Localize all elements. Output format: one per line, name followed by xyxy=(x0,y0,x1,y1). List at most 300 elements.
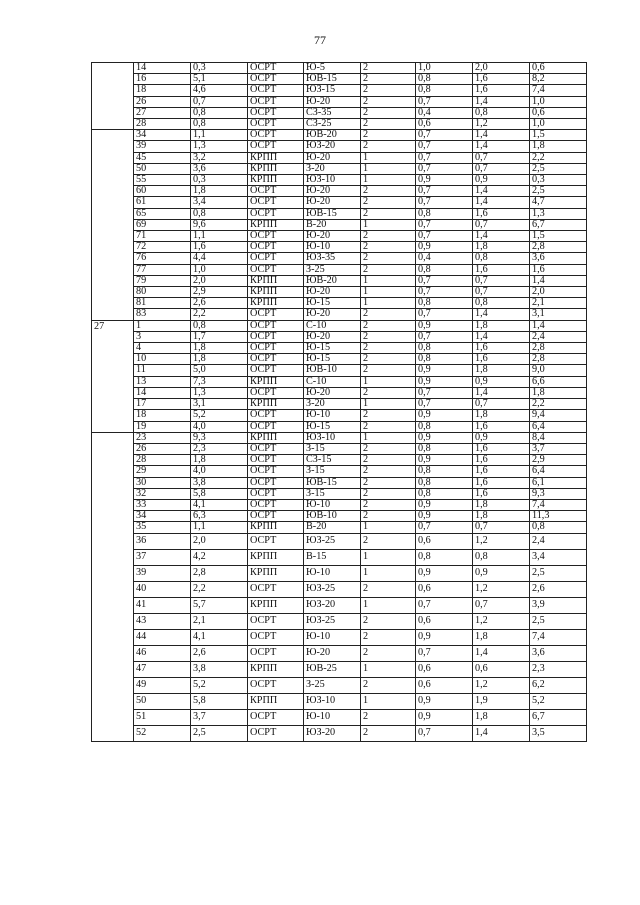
table-cell: 1,2 xyxy=(473,119,530,130)
table-cell: 1 xyxy=(361,661,416,677)
table-cell: ОСРТ xyxy=(248,85,304,96)
table-cell: 2 xyxy=(361,253,416,264)
table-cell: 2,0 xyxy=(191,533,248,549)
table-cell: 8,2 xyxy=(530,74,587,85)
table-row xyxy=(92,709,587,725)
table-cell: 2 xyxy=(361,629,416,645)
table-row xyxy=(92,107,587,118)
table-cell: 2,6 xyxy=(530,581,587,597)
table-cell: 36 xyxy=(134,533,191,549)
table-cell: 1,6 xyxy=(530,264,587,275)
table-cell: Ю-10 xyxy=(304,709,361,725)
table-cell: 2,5 xyxy=(530,565,587,581)
table-cell: 2 xyxy=(361,96,416,107)
table-cell: ОСРТ xyxy=(248,107,304,118)
table-cell: 1,8 xyxy=(473,629,530,645)
table-cell: 2,6 xyxy=(191,298,248,309)
table-cell: 26 xyxy=(134,96,191,107)
table-cell: 0,9 xyxy=(416,175,473,186)
table-cell: 0,8 xyxy=(416,354,473,365)
table-cell: ОСРТ xyxy=(248,63,304,74)
table-cell: 1,0 xyxy=(191,264,248,275)
table-cell: 44 xyxy=(134,629,191,645)
table-cell: 0,9 xyxy=(416,565,473,581)
table-cell: 2,0 xyxy=(530,287,587,298)
table-row xyxy=(92,376,587,387)
table-cell: 1,6 xyxy=(473,264,530,275)
table-cell: 1,8 xyxy=(473,365,530,376)
table-cell: 7,4 xyxy=(530,85,587,96)
table-cell: 2,4 xyxy=(530,331,587,342)
table-cell: 2 xyxy=(361,119,416,130)
table-cell: 1,1 xyxy=(191,231,248,242)
table-cell: 1 xyxy=(361,298,416,309)
table-cell: 35 xyxy=(134,522,191,533)
table-cell: 76 xyxy=(134,253,191,264)
table-cell: З-15 xyxy=(304,466,361,477)
table-cell: 1,0 xyxy=(530,119,587,130)
table-cell: 0,7 xyxy=(473,597,530,613)
table-cell: Ю-15 xyxy=(304,298,361,309)
table-cell: КРПП xyxy=(248,275,304,286)
table-cell: КРПП xyxy=(248,399,304,410)
group-label-cell xyxy=(92,63,134,130)
table-row xyxy=(92,242,587,253)
table-cell: 60 xyxy=(134,186,191,197)
table-cell: 1,5 xyxy=(530,130,587,141)
table-cell: 0,9 xyxy=(416,709,473,725)
table-cell: 2 xyxy=(361,477,416,488)
table-row xyxy=(92,343,587,354)
table-cell: 2 xyxy=(361,197,416,208)
table-cell: ЮЗ-15 xyxy=(304,85,361,96)
table-cell: 1,8 xyxy=(191,186,248,197)
table-cell: З-15 xyxy=(304,443,361,454)
table-cell: 2 xyxy=(361,231,416,242)
table-cell: 2 xyxy=(361,511,416,522)
table-cell: Ю-10 xyxy=(304,410,361,421)
table-cell: 1,8 xyxy=(473,709,530,725)
table-cell: 1,4 xyxy=(473,186,530,197)
table-cell: 2 xyxy=(361,410,416,421)
table-cell: 1,6 xyxy=(191,242,248,253)
table-cell: ЮЗ-10 xyxy=(304,175,361,186)
table-cell: 0,7 xyxy=(473,399,530,410)
table-cell: 0,9 xyxy=(473,432,530,443)
table-cell: 1,8 xyxy=(473,511,530,522)
table-cell: 3,1 xyxy=(530,309,587,320)
table-cell: 0,9 xyxy=(473,376,530,387)
table-cell: 1,9 xyxy=(473,693,530,709)
table-cell: 2,9 xyxy=(191,287,248,298)
table-cell: КРПП xyxy=(248,152,304,163)
table-cell: 0,8 xyxy=(473,107,530,118)
table-cell: 2 xyxy=(361,709,416,725)
table-cell: ОСРТ xyxy=(248,629,304,645)
table-cell: ОСРТ xyxy=(248,613,304,629)
table-cell: 2,8 xyxy=(530,354,587,365)
table-cell: 1,2 xyxy=(473,613,530,629)
table-cell: 1,3 xyxy=(191,387,248,398)
table-cell: ОСРТ xyxy=(248,421,304,432)
table-cell: 0,9 xyxy=(416,242,473,253)
table-cell: СЗ-35 xyxy=(304,107,361,118)
table-row xyxy=(92,186,587,197)
table-cell: 7,4 xyxy=(530,499,587,510)
table-cell: 0,8 xyxy=(473,253,530,264)
table-cell: ОСРТ xyxy=(248,499,304,510)
table-cell: 9,3 xyxy=(191,432,248,443)
table-cell: 26 xyxy=(134,443,191,454)
table-cell: 2 xyxy=(361,581,416,597)
table-cell: Ю-10 xyxy=(304,629,361,645)
table-cell: 0,9 xyxy=(416,410,473,421)
table-cell: 2 xyxy=(361,331,416,342)
table-cell: 0,4 xyxy=(416,107,473,118)
table-cell: 0,9 xyxy=(416,499,473,510)
table-cell: ЮВ-20 xyxy=(304,130,361,141)
table-cell: 51 xyxy=(134,709,191,725)
table-cell: 1,8 xyxy=(473,499,530,510)
table-row xyxy=(92,387,587,398)
table-cell: СЗ-15 xyxy=(304,455,361,466)
table-cell: 1,6 xyxy=(473,208,530,219)
table-cell: 28 xyxy=(134,455,191,466)
table-cell: 0,6 xyxy=(416,581,473,597)
table-cell: 1 xyxy=(361,522,416,533)
table-cell: ОСРТ xyxy=(248,242,304,253)
table-cell: В-20 xyxy=(304,219,361,230)
table-cell: 0,6 xyxy=(416,613,473,629)
table-cell: Ю-20 xyxy=(304,645,361,661)
table-cell: 0,6 xyxy=(416,533,473,549)
table-cell: 4,4 xyxy=(191,253,248,264)
table-cell: ОСРТ xyxy=(248,677,304,693)
table-cell: ОСРТ xyxy=(248,186,304,197)
table-cell: ЮВ-25 xyxy=(304,661,361,677)
table-cell: 1,7 xyxy=(191,331,248,342)
table-cell: 1,4 xyxy=(473,197,530,208)
table-cell: 0,9 xyxy=(416,455,473,466)
table-cell: 1,6 xyxy=(473,343,530,354)
table-cell: Ю-20 xyxy=(304,231,361,242)
table-cell: З-20 xyxy=(304,163,361,174)
table-cell: 2,2 xyxy=(191,309,248,320)
table-cell: 3,9 xyxy=(530,597,587,613)
table-cell: 61 xyxy=(134,197,191,208)
table-cell: КРПП xyxy=(248,376,304,387)
table-cell: 1 xyxy=(361,549,416,565)
table-cell: 0,8 xyxy=(191,107,248,118)
table-row xyxy=(92,645,587,661)
table-row xyxy=(92,565,587,581)
table-cell: 2,5 xyxy=(191,725,248,741)
table-row xyxy=(92,533,587,549)
table-cell: КРПП xyxy=(248,565,304,581)
table-cell: 0,9 xyxy=(416,511,473,522)
table-cell: 2 xyxy=(361,320,416,331)
table-cell: 5,8 xyxy=(191,693,248,709)
table-cell: 0,6 xyxy=(416,677,473,693)
table-cell: 0,8 xyxy=(191,320,248,331)
table-cell: 5,2 xyxy=(191,410,248,421)
table-cell: 1,4 xyxy=(473,331,530,342)
table-cell: 2 xyxy=(361,74,416,85)
data-table xyxy=(91,62,587,742)
table-cell: 1,3 xyxy=(191,141,248,152)
table-cell: 3,4 xyxy=(191,197,248,208)
table-cell: 1,8 xyxy=(473,242,530,253)
table-cell: ОСРТ xyxy=(248,477,304,488)
table-cell: 1 xyxy=(361,565,416,581)
table-cell: 80 xyxy=(134,287,191,298)
table-cell: КРПП xyxy=(248,661,304,677)
table-cell: 34 xyxy=(134,511,191,522)
table-cell: 29 xyxy=(134,466,191,477)
table-cell: 1,8 xyxy=(191,455,248,466)
table-cell: 0,7 xyxy=(416,197,473,208)
table-cell: ОСРТ xyxy=(248,320,304,331)
table-cell: 52 xyxy=(134,725,191,741)
table-cell: 3,6 xyxy=(530,645,587,661)
table-cell: ОСРТ xyxy=(248,443,304,454)
table-cell: 4,6 xyxy=(191,85,248,96)
table-cell: 0,9 xyxy=(416,432,473,443)
table-cell: ОСРТ xyxy=(248,488,304,499)
table-cell: 0,9 xyxy=(416,365,473,376)
table-row xyxy=(92,511,587,522)
table-cell: 2 xyxy=(361,141,416,152)
table-row xyxy=(92,421,587,432)
table-cell: 0,8 xyxy=(473,549,530,565)
table-cell: 2 xyxy=(361,645,416,661)
table-cell: 2 xyxy=(361,499,416,510)
table-cell: 1,4 xyxy=(473,309,530,320)
table-cell: 0,7 xyxy=(473,163,530,174)
table-row xyxy=(92,253,587,264)
table-cell: 1 xyxy=(361,399,416,410)
table-cell: ЮВ-15 xyxy=(304,477,361,488)
table-cell: 1 xyxy=(361,597,416,613)
table-cell: КРПП xyxy=(248,549,304,565)
table-cell: 1,4 xyxy=(473,96,530,107)
table-cell: 0,7 xyxy=(416,163,473,174)
table-cell: 0,7 xyxy=(473,275,530,286)
table-cell: 43 xyxy=(134,613,191,629)
table-cell: 40 xyxy=(134,581,191,597)
table-cell: ОСРТ xyxy=(248,511,304,522)
table-row xyxy=(92,613,587,629)
table-cell: 0,9 xyxy=(416,629,473,645)
table-cell: 1,1 xyxy=(191,130,248,141)
table-row xyxy=(92,208,587,219)
table-cell: 1 xyxy=(361,163,416,174)
table-cell: 79 xyxy=(134,275,191,286)
table-cell: 1 xyxy=(361,275,416,286)
table-cell: 0,7 xyxy=(473,287,530,298)
table-cell: 2 xyxy=(361,443,416,454)
table-cell: 6,3 xyxy=(191,511,248,522)
table-cell: 32 xyxy=(134,488,191,499)
table-row xyxy=(92,597,587,613)
table-cell: 4,7 xyxy=(530,197,587,208)
table-cell: 3,6 xyxy=(530,253,587,264)
table-cell: Ю-20 xyxy=(304,96,361,107)
table-cell: 3,5 xyxy=(530,725,587,741)
table-cell: ОСРТ xyxy=(248,231,304,242)
table-cell: С-10 xyxy=(304,376,361,387)
table-cell: ОСРТ xyxy=(248,581,304,597)
table-cell: 6,1 xyxy=(530,477,587,488)
table-cell: 6,7 xyxy=(530,709,587,725)
table-row xyxy=(92,443,587,454)
table-row xyxy=(92,432,587,443)
table-row xyxy=(92,74,587,85)
table-cell: ОСРТ xyxy=(248,709,304,725)
table-cell: 5,0 xyxy=(191,365,248,376)
table-cell: 1,6 xyxy=(473,477,530,488)
table-cell: 65 xyxy=(134,208,191,219)
table-cell: 0,7 xyxy=(416,522,473,533)
table-cell: Ю-15 xyxy=(304,421,361,432)
table-cell: 1,4 xyxy=(473,725,530,741)
table-cell: 4,2 xyxy=(191,549,248,565)
table-cell: В-15 xyxy=(304,549,361,565)
table-cell: 3,8 xyxy=(191,661,248,677)
table-cell: Ю-20 xyxy=(304,152,361,163)
table-cell: ОСРТ xyxy=(248,645,304,661)
table-cell: 2,8 xyxy=(530,242,587,253)
table-cell: 2 xyxy=(361,466,416,477)
table-cell: 2,3 xyxy=(530,661,587,677)
table-cell: ЮВ-10 xyxy=(304,365,361,376)
table-cell: 11,3 xyxy=(530,511,587,522)
table-row xyxy=(92,141,587,152)
table-cell: 0,4 xyxy=(416,253,473,264)
table-cell: 55 xyxy=(134,175,191,186)
table-cell: ЮВ-20 xyxy=(304,275,361,286)
table-cell: 0,8 xyxy=(416,549,473,565)
table-cell: Ю-20 xyxy=(304,309,361,320)
table-cell: 2 xyxy=(361,264,416,275)
table-cell: Ю-10 xyxy=(304,499,361,510)
table-cell: 50 xyxy=(134,693,191,709)
table-cell: Ю-20 xyxy=(304,287,361,298)
table-cell: ОСРТ xyxy=(248,455,304,466)
table-cell: 83 xyxy=(134,309,191,320)
table-row xyxy=(92,629,587,645)
table-cell: ОСРТ xyxy=(248,309,304,320)
table-cell: ОСРТ xyxy=(248,253,304,264)
table-cell: 18 xyxy=(134,410,191,421)
table-cell: ОСРТ xyxy=(248,354,304,365)
table-cell: 3 xyxy=(134,331,191,342)
table-cell: 0,9 xyxy=(416,376,473,387)
table-cell: КРПП xyxy=(248,163,304,174)
table-cell: 2,5 xyxy=(530,163,587,174)
table-row xyxy=(92,661,587,677)
table-row xyxy=(92,85,587,96)
table-cell: КРПП xyxy=(248,298,304,309)
table-cell: 0,7 xyxy=(416,597,473,613)
table-cell: 37 xyxy=(134,549,191,565)
table-cell: 2 xyxy=(361,365,416,376)
table-cell: 6,6 xyxy=(530,376,587,387)
page-number: 77 xyxy=(314,33,326,47)
table-cell: 23 xyxy=(134,432,191,443)
table-cell: 1 xyxy=(361,287,416,298)
table-cell: 1 xyxy=(361,175,416,186)
table-cell: 0,8 xyxy=(416,85,473,96)
table-row xyxy=(92,130,587,141)
table-cell: 0,7 xyxy=(416,645,473,661)
table-cell: 0,7 xyxy=(191,96,248,107)
table-cell: 28 xyxy=(134,119,191,130)
group-label-cell xyxy=(92,130,134,320)
table-cell: 4,0 xyxy=(191,421,248,432)
group-label-cell xyxy=(92,432,134,741)
table-cell: 0,7 xyxy=(416,725,473,741)
table-cell: 1,3 xyxy=(530,208,587,219)
table-cell: 5,2 xyxy=(191,677,248,693)
table-cell: 2,1 xyxy=(530,298,587,309)
table-cell: ЮЗ-10 xyxy=(304,432,361,443)
table-row xyxy=(92,320,587,331)
table-cell: 1,6 xyxy=(473,354,530,365)
table-cell: 0,7 xyxy=(416,152,473,163)
table-cell: 2,8 xyxy=(191,565,248,581)
table-cell: 0,7 xyxy=(416,275,473,286)
table-cell: ЮЗ-10 xyxy=(304,693,361,709)
table-cell: 2,6 xyxy=(191,645,248,661)
table-row xyxy=(92,231,587,242)
table-cell: 0,8 xyxy=(416,298,473,309)
table-cell: 1,8 xyxy=(191,354,248,365)
table-cell: 0,8 xyxy=(191,119,248,130)
table-cell: Ю-15 xyxy=(304,343,361,354)
table-cell: 2 xyxy=(361,613,416,629)
table-cell: 39 xyxy=(134,141,191,152)
table-cell: 0,7 xyxy=(416,219,473,230)
table-cell: ЮЗ-20 xyxy=(304,725,361,741)
table-cell: З-25 xyxy=(304,264,361,275)
table-cell: 0,3 xyxy=(530,175,587,186)
table-row xyxy=(92,693,587,709)
table-cell: 2,0 xyxy=(473,63,530,74)
table-cell: ЮЗ-25 xyxy=(304,533,361,549)
table-cell: КРПП xyxy=(248,432,304,443)
table-cell: 8,4 xyxy=(530,432,587,443)
table-cell: 7,4 xyxy=(530,629,587,645)
table-cell: 47 xyxy=(134,661,191,677)
table-cell: 2,5 xyxy=(530,613,587,629)
table-cell: 0,7 xyxy=(416,231,473,242)
table-cell: В-20 xyxy=(304,522,361,533)
table-cell: 72 xyxy=(134,242,191,253)
table-cell: З-25 xyxy=(304,677,361,693)
table-cell: 0,8 xyxy=(416,477,473,488)
table-cell: 6,7 xyxy=(530,219,587,230)
table-cell: 69 xyxy=(134,219,191,230)
table-cell: 27 xyxy=(134,107,191,118)
table-cell: 2 xyxy=(361,208,416,219)
table-cell: ОСРТ xyxy=(248,533,304,549)
table-cell: 1,8 xyxy=(473,320,530,331)
table-cell: 3,2 xyxy=(191,152,248,163)
table-cell: 71 xyxy=(134,231,191,242)
table-cell: 5,1 xyxy=(191,74,248,85)
table-row xyxy=(92,399,587,410)
